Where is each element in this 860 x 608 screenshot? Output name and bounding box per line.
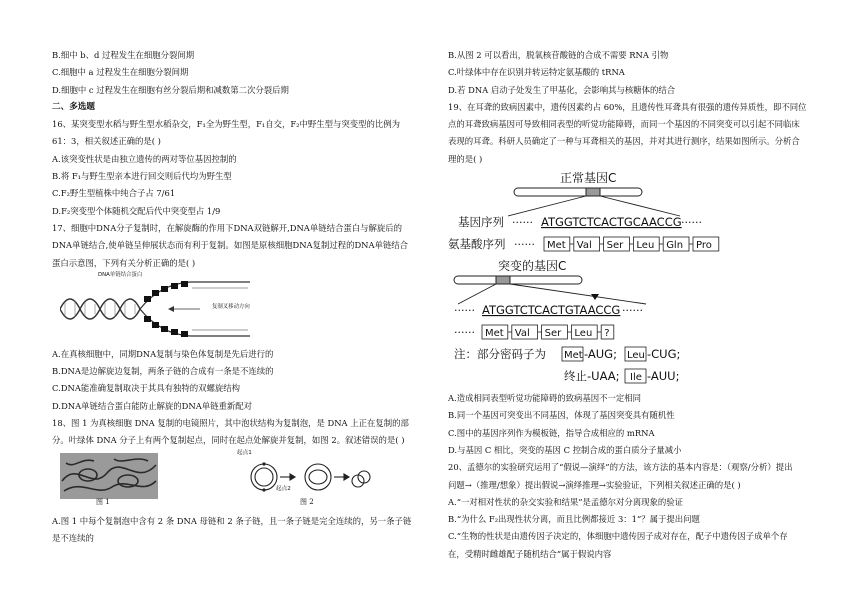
amino-acid-mutant-label: Ser: [544, 328, 562, 340]
question-17-stem: 17、细胞中DNA分子复制时，在解旋酶的作用下DNA双链解开,DNA单链结合蛋白与解旋后的: [52, 222, 402, 233]
option-line: 是不连续的: [52, 532, 94, 543]
option-line: B.同一个基因可突变出不同基因，体现了基因突变具有随机性: [448, 410, 675, 421]
question-20-stem: 20、孟德尔的实验研究运用了“假说—演绎”的方法，该方法的基本内容是：（观察/分析）提出: [448, 462, 793, 473]
amino-acid-mutant-label: ?: [604, 328, 610, 340]
option-line: C.DNA能准确复制取决于其具有独特的双螺旋结构: [52, 383, 240, 394]
option-line: C.细胞中 a 过程发生在细胞分裂间期: [52, 67, 189, 78]
codon-note-ile: Ile: [630, 372, 642, 384]
question-20-stem: 问题→（推理/想象）提出假说→演绎推理→实验验证，下列相关叙述正确的是( ): [448, 479, 741, 490]
amino-acid-normal-label: Pro: [696, 240, 712, 252]
codon-note-leu: Leu: [627, 350, 645, 362]
option-line: A.在真核细胞中，同期DNA复制与染色体复制是先后进行的: [52, 348, 274, 359]
codon-note-cug: -CUG;: [647, 347, 681, 362]
normal-sequence: ATGGTCTCACTGCAACCG: [541, 215, 682, 230]
option-line: A.造成相同表型听觉功能障碍的致病基因不一定相同: [448, 393, 641, 404]
codon-note-auu: -AUU;: [647, 369, 680, 384]
gene-c-figure: [448, 170, 748, 388]
amino-acid-normal-label: Leu: [636, 240, 655, 252]
svg-text:······: ······: [681, 216, 702, 230]
figure-2-caption: 图 2: [300, 497, 314, 506]
codon-note-stop: 终止-UAA;: [564, 369, 620, 384]
question-18-stem: 分。叶绿体 DNA 分子上有两个复制起点，同时在起点处解旋并复制，如图 2。叙述错误的是( ): [52, 435, 405, 446]
question-17-stem: 蛋白示意图，下列有关分析正确的是( ): [52, 257, 196, 268]
amino-acid-chain-normal: [544, 237, 719, 251]
codon-note-prefix: 注：部分密码子为: [454, 347, 546, 362]
amino-acid-normal-label: Gln: [666, 240, 684, 252]
option-line: D.若 DNA 启动子处发生了甲基化，会影响其与核糖体的结合: [448, 84, 676, 95]
option-line: B.细中 b、d 过程发生在细胞分裂间期: [52, 50, 195, 60]
section-title: 二、多选题: [52, 101, 95, 112]
question-16-stem: 61：3，相关叙述正确的是( ): [52, 136, 161, 147]
svg-text:······: ······: [454, 326, 475, 340]
amino-acid-normal-label: Val: [576, 240, 592, 252]
question-17-stem: DNA单链结合,使单链呈伸展状态而有利于复制。如图是原核细胞DNA复制过程的DNA单链结合: [52, 240, 409, 251]
figure-1-caption: 图 1: [96, 497, 110, 506]
figure-label-binding-protein: DNA单链结合蛋白: [98, 271, 143, 278]
origin-2-label: 起点2: [276, 485, 291, 492]
option-line: A.“一对相对性状的杂交实验和结果”是孟德尔对分离现象的验证: [448, 496, 684, 507]
question-19-stem: 表现的耳聋。科研人员确定了一种与耳聋相关的基因，并对其进行测序，结果如图所示。分析合: [448, 136, 800, 147]
option-line: B.“为什么 F₂出现性状分离，而且比例都接近 3：1”？属于提出问题: [448, 514, 700, 525]
replication-bubble-figure: [52, 451, 452, 513]
dna-replication-figure: [60, 271, 452, 346]
option-line: B.从图 2 可以看出，脱氧核苷酸链的合成不需要 RNA 引物: [448, 50, 669, 60]
left-column: [52, 47, 452, 547]
svg-text:······: ······: [514, 238, 535, 252]
question-18-stem: 18、图 1 为真核细胞 DNA 复制的电镜照片，其中泡状结构为复制泡，是 DNA 上正在复制的部: [52, 418, 409, 429]
option-line: D.DNA单链结合蛋白能防止解旋的DNA单链重新配对: [52, 400, 253, 411]
normal-gene-title: 正常基因C: [560, 171, 617, 186]
origin-1-label: 起点1: [237, 449, 252, 456]
option-line: B.将 F₁与野生型亲本进行回交则后代均为野生型: [52, 171, 232, 182]
option-line: C.图中的基因序列作为模板链，指导合成相应的 mRNA: [448, 427, 655, 438]
right-column: [448, 47, 848, 563]
figure-label-fork-direction: 复制叉移动方向: [212, 303, 250, 310]
option-line: D.细胞中 c 过程发生在细胞有丝分裂后期和减数第二次分裂后期: [52, 84, 289, 95]
amino-acid-mutant-label: Val: [514, 328, 530, 340]
svg-text:······: ······: [512, 216, 533, 230]
svg-text:······: ······: [622, 304, 643, 318]
question-19-stem: 19、在耳聋的致病因素中，遗传因素约占 60%，且遗传性耳聋具有很强的遗传异质性，即不同位: [448, 101, 807, 112]
codon-note-aug: -AUG;: [584, 347, 617, 362]
svg-text:······: ······: [454, 304, 475, 318]
question-16-stem: 16、某突变型水稻与野生型水稻杂交，F₁全为野生型，F₁自交，F₂中野生型与突变型的比例为: [52, 119, 401, 130]
option-line: A.图 1 中每个复制泡中含有 2 条 DNA 母链和 2 条子链，且一条子链是完全连续的，另一条子链: [52, 515, 412, 526]
amino-acid-mutant-label: Leu: [574, 328, 593, 340]
amino-acid-normal-label: Ser: [606, 240, 624, 252]
option-line: A.该突变性状是由独立遗传的两对等位基因控制的: [52, 153, 237, 164]
option-line: 在，受精时雌雄配子随机结合”属于假说内容: [448, 548, 612, 559]
option-line: B.DNA是边解旋边复制，两条子链的合成有一条是不连续的: [52, 366, 274, 377]
mutant-sequence: ATGGTCTCACTGTAACCG: [482, 303, 621, 318]
sequence-label: 基因序列: [458, 215, 504, 230]
mutant-gene-title: 突变的基因C: [498, 259, 567, 274]
option-line: D.F₂突变型个体随机交配后代中突变型占 1/9: [52, 205, 221, 216]
option-line: C.“生物的性状是由遗传因子决定的，体细胞中遗传因子成对存在，配子中遗传因子成单个存: [448, 531, 788, 542]
codon-note-met: Met: [564, 350, 583, 362]
amino-acid-label: 氨基酸序列: [448, 237, 506, 252]
option-line: D.与基因 C 相比，突变的基因 C 控制合成的蛋白质分子量减小: [448, 444, 682, 455]
question-19-stem: 点的耳聋致病基因可导致相同表型的听觉功能障碍，而同一个基因的不同突变可以引起不同临床: [448, 119, 800, 130]
option-line: C.叶绿体中存在识别并转运特定氨基酸的 tRNA: [448, 67, 625, 78]
option-line: C.F₂野生型植株中纯合子占 7/61: [52, 188, 176, 199]
amino-acid-mutant-label: Met: [485, 328, 504, 340]
amino-acid-normal-label: Met: [547, 240, 566, 252]
amino-acid-chain-mutant: [482, 325, 614, 339]
question-19-stem: 理的是( ): [448, 153, 483, 164]
